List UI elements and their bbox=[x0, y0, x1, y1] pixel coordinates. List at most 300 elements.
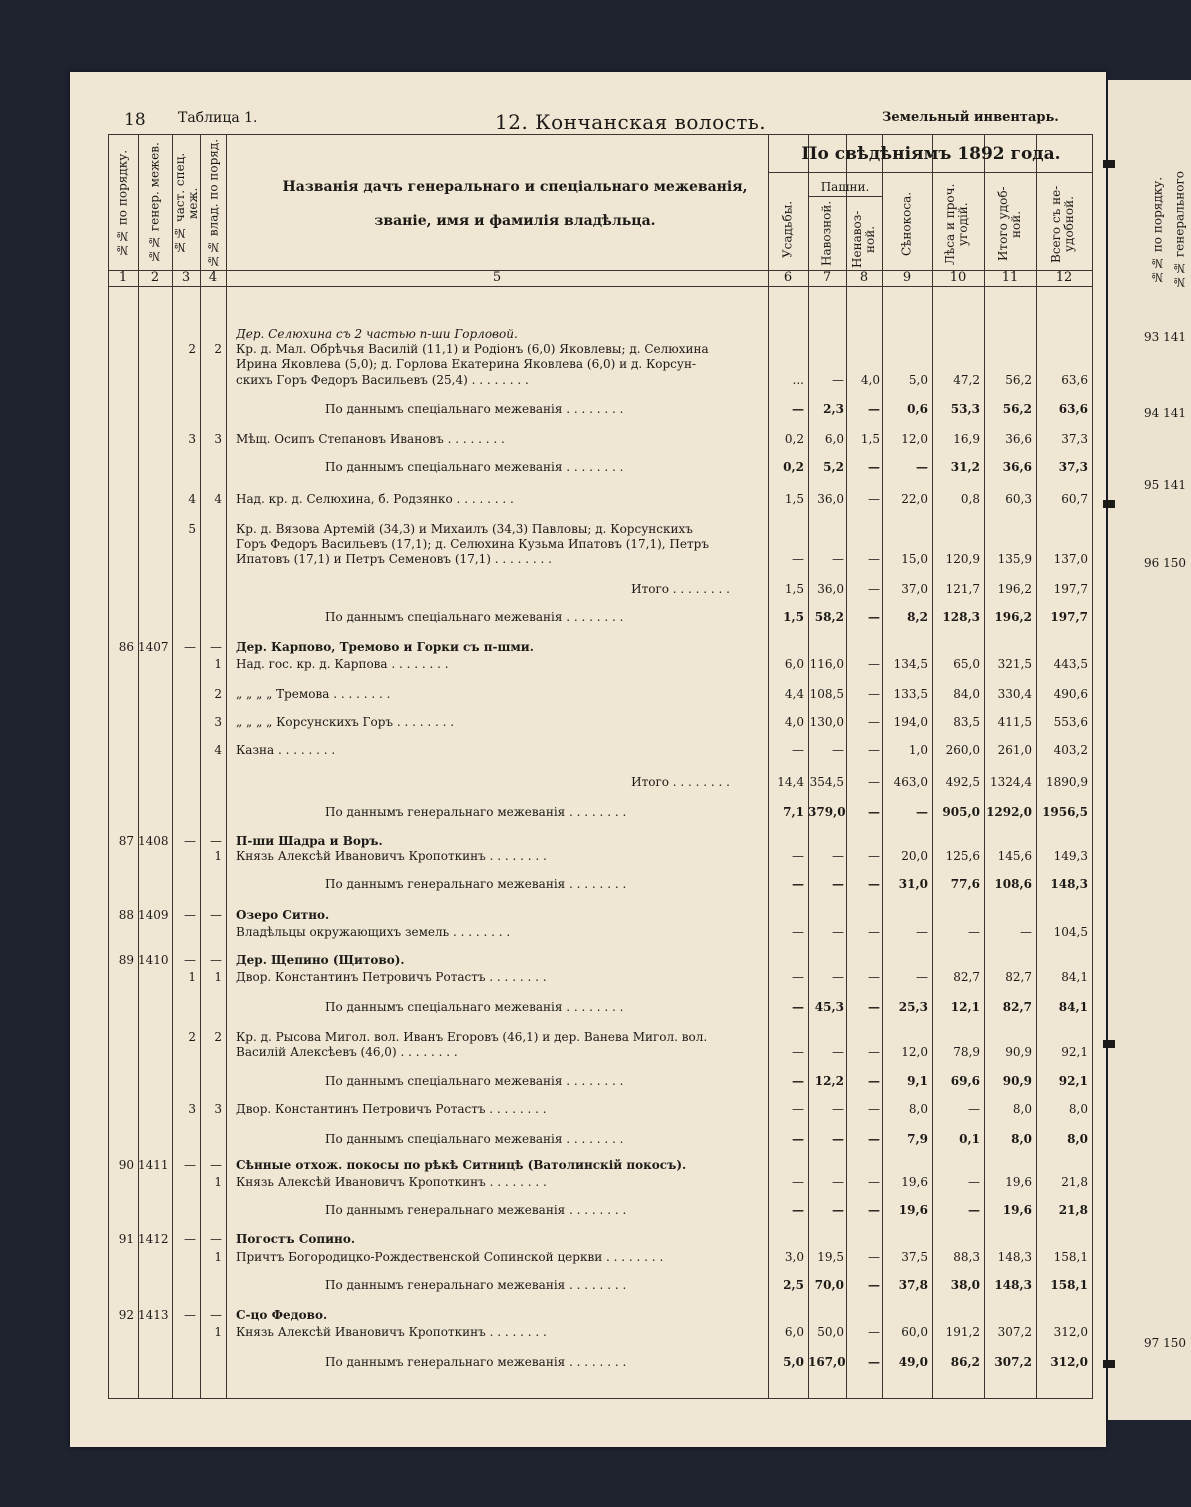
table-row bbox=[70, 1158, 1106, 1174]
row-value: 191,2 bbox=[945, 1325, 980, 1339]
column-number: 7 bbox=[822, 270, 832, 285]
row-value: 19,6 bbox=[1002, 1203, 1032, 1217]
row-value: 8,0 bbox=[1067, 1132, 1088, 1146]
row-label: Озеро Ситно. bbox=[236, 908, 330, 922]
row-value: 8,0 bbox=[1068, 1102, 1088, 1116]
table-row bbox=[70, 537, 1106, 553]
row-value: — bbox=[792, 970, 804, 984]
row-value: — bbox=[868, 610, 880, 624]
row-value: 56,2 bbox=[1005, 373, 1032, 387]
row-value: 411,5 bbox=[997, 715, 1032, 729]
row-value: 31,0 bbox=[898, 877, 928, 891]
row-value: — bbox=[868, 1278, 880, 1292]
row-value: — bbox=[868, 687, 880, 701]
row-owner-no: 4 bbox=[214, 743, 222, 757]
row-value: 148,3 bbox=[997, 1250, 1032, 1264]
row-owner-no: — bbox=[210, 640, 222, 654]
row-value: — bbox=[832, 1045, 844, 1059]
row-value: 37,8 bbox=[898, 1278, 928, 1292]
row-label: Дер. Щепино (Щитово). bbox=[236, 953, 405, 967]
row-spec-no: — bbox=[184, 1158, 196, 1172]
row-label: Дер. Селюхина съ 2 частью п-ши Горловой. bbox=[236, 327, 518, 341]
row-spec-no: 5 bbox=[188, 522, 196, 536]
column-number: 11 bbox=[1001, 270, 1019, 285]
row-label: Ирина Яковлева (5,0); д. Горлова Екатерина Яковлева (6,0) и д. Корсун- bbox=[236, 357, 697, 371]
binding-mark bbox=[1103, 500, 1115, 508]
row-value: — bbox=[832, 970, 844, 984]
row-value: 261,0 bbox=[997, 743, 1032, 757]
row-value: 2,5 bbox=[783, 1278, 804, 1292]
row-label: скихъ Горъ Федоръ Васильевъ (25,4) . . . . . . . . bbox=[236, 373, 529, 387]
row-value: — bbox=[792, 877, 804, 891]
row-value: 1956,5 bbox=[1042, 805, 1088, 819]
row-label: Над. кр. д. Селюхина, б. Родзянко . . . . . . . . bbox=[236, 492, 514, 506]
row-value: 15,0 bbox=[901, 552, 928, 566]
row-gen-no: 1412 bbox=[138, 1232, 169, 1246]
row-label: По даннымъ спеціальнаго межеванія . . . . . . . . bbox=[325, 402, 624, 416]
row-value: 130,0 bbox=[809, 715, 844, 729]
column-number: 9 bbox=[902, 270, 912, 285]
row-gen-no: 1411 bbox=[138, 1158, 169, 1172]
col-header-7: Навозной. bbox=[819, 200, 834, 266]
row-value: 307,2 bbox=[994, 1355, 1032, 1369]
row-value: 47,2 bbox=[953, 373, 980, 387]
row-value: 16,9 bbox=[953, 432, 980, 446]
row-value: — bbox=[968, 1175, 980, 1189]
row-label: Кр. д. Вязова Артемій (34,3) и Михаилъ (34,3) Павловы; д. Корсунскихъ bbox=[236, 522, 693, 536]
row-value: — bbox=[868, 715, 880, 729]
row-value: 6,0 bbox=[784, 657, 804, 671]
row-value: — bbox=[868, 657, 880, 671]
binding-mark bbox=[1103, 1040, 1115, 1048]
row-value: — bbox=[868, 402, 880, 416]
row-value: 1890,9 bbox=[1046, 775, 1088, 789]
row-owner-no: 1 bbox=[214, 970, 222, 984]
row-value: 56,2 bbox=[1002, 402, 1032, 416]
section-title: Земельный инвентарь. bbox=[882, 110, 1059, 125]
row-value: — bbox=[868, 1074, 880, 1088]
row-label: По даннымъ генеральнаго межеванія . . . . . . . . bbox=[325, 877, 627, 891]
row-value: 403,2 bbox=[1053, 743, 1088, 757]
row-spec-no: — bbox=[184, 908, 196, 922]
row-gen-no: 1408 bbox=[138, 834, 169, 848]
row-owner-no: 2 bbox=[214, 1030, 222, 1044]
col-header-names: Названія дачъ генеральнаго и спеціальнаго межеванія, званіе, имя и фамилія владѣльца. bbox=[282, 179, 748, 229]
row-value: ... bbox=[792, 373, 804, 387]
row-label: Дер. Карпово, Тремово и Горки съ п-шми. bbox=[236, 640, 534, 654]
row-value: 49,0 bbox=[898, 1355, 928, 1369]
row-label: Владѣльцы окружающихъ земель . . . . . . . . bbox=[236, 925, 511, 939]
row-value: 1,5 bbox=[784, 492, 804, 506]
row-value: 12,1 bbox=[950, 1000, 980, 1014]
table-row bbox=[70, 1232, 1106, 1248]
row-value: 463,0 bbox=[893, 775, 928, 789]
row-label: По даннымъ спеціальнаго межеванія . . . . . . . . bbox=[325, 1074, 624, 1088]
column-number: 3 bbox=[181, 270, 191, 285]
row-value: 197,7 bbox=[1050, 610, 1088, 624]
row-value: — bbox=[868, 849, 880, 863]
row-label: По даннымъ генеральнаго межеванія . . . . . . . . bbox=[325, 805, 627, 819]
table-row bbox=[70, 970, 1106, 986]
row-label: По даннымъ спеціальнаго межеванія . . . . . . . . bbox=[325, 1000, 624, 1014]
table-row bbox=[70, 640, 1106, 656]
row-value: — bbox=[868, 582, 880, 596]
edge-row: 97 150 bbox=[1144, 1336, 1186, 1350]
row-value: 158,1 bbox=[1053, 1250, 1088, 1264]
row-owner-no: 1 bbox=[214, 1250, 222, 1264]
row-value: 0,1 bbox=[959, 1132, 980, 1146]
edge-row: 96 150 bbox=[1144, 556, 1186, 570]
table-row bbox=[70, 743, 1106, 759]
row-label: Князь Алексѣй Ивановичъ Кропоткинъ . . . . . . . . bbox=[236, 1175, 547, 1189]
row-value: 60,3 bbox=[1005, 492, 1032, 506]
row-value: — bbox=[792, 925, 804, 939]
row-label: Двор. Константинъ Петровичъ Ротастъ . . . . . . . . bbox=[236, 970, 547, 984]
row-value: 19,6 bbox=[901, 1175, 928, 1189]
col-header-4: №№ влад. по поряд. bbox=[206, 138, 221, 268]
row-label: Василій Алексѣевъ (46,0) . . . . . . . . bbox=[236, 1045, 458, 1059]
row-value: 50,0 bbox=[817, 1325, 844, 1339]
row-spec-no: 2 bbox=[188, 1030, 196, 1044]
row-value: 312,0 bbox=[1053, 1325, 1088, 1339]
row-owner-no: — bbox=[210, 953, 222, 967]
row-value: 137,0 bbox=[1053, 552, 1088, 566]
row-value: 63,6 bbox=[1058, 402, 1088, 416]
row-value: — bbox=[868, 877, 880, 891]
row-value: 84,1 bbox=[1058, 1000, 1088, 1014]
row-value: 37,5 bbox=[901, 1250, 928, 1264]
row-value: — bbox=[832, 1175, 844, 1189]
grid-line bbox=[108, 286, 1092, 287]
row-label: Погостъ Сопино. bbox=[236, 1232, 356, 1246]
row-value: 197,7 bbox=[1053, 582, 1088, 596]
edge-row: 94 141 bbox=[1144, 406, 1186, 420]
row-value: 38,0 bbox=[950, 1278, 980, 1292]
row-label: Кр. д. Мал. Обрѣчья Василій (11,1) и Родіонъ (6,0) Яковлевы; д. Селюхина bbox=[236, 342, 709, 356]
row-value: — bbox=[792, 849, 804, 863]
row-value: 553,6 bbox=[1053, 715, 1088, 729]
row-owner-no: 3 bbox=[214, 715, 222, 729]
row-value: 86,2 bbox=[950, 1355, 980, 1369]
row-owner-no: — bbox=[210, 1232, 222, 1246]
table-row bbox=[70, 1278, 1106, 1294]
row-spec-no: — bbox=[184, 640, 196, 654]
row-owner-no: 1 bbox=[214, 1325, 222, 1339]
row-value: 379,0 bbox=[808, 805, 846, 819]
table-row bbox=[70, 1132, 1106, 1148]
row-value: — bbox=[868, 1000, 880, 1014]
row-gen-no: 1407 bbox=[138, 640, 169, 654]
row-label: По даннымъ генеральнаго межеванія . . . . . . . . bbox=[325, 1355, 627, 1369]
row-owner-no: — bbox=[210, 834, 222, 848]
edge-col-header-2: №№ генерального bbox=[1172, 170, 1187, 290]
row-value: 37,3 bbox=[1058, 460, 1088, 474]
col-header-9: Сѣнокоса. bbox=[899, 191, 914, 257]
row-value: 69,6 bbox=[950, 1074, 980, 1088]
row-value: 1,5 bbox=[784, 582, 804, 596]
table-row bbox=[70, 1308, 1106, 1324]
row-value: 128,3 bbox=[942, 610, 980, 624]
column-number: 12 bbox=[1055, 270, 1073, 285]
table-row bbox=[70, 522, 1106, 538]
table-row bbox=[70, 775, 1106, 791]
row-value: — bbox=[792, 1074, 804, 1088]
row-label: „ „ „ „ Корсунскихъ Горъ . . . . . . . . bbox=[236, 715, 455, 729]
row-value: 1,5 bbox=[783, 610, 804, 624]
row-value: 45,3 bbox=[814, 1000, 844, 1014]
row-gen-no: 1413 bbox=[138, 1308, 169, 1322]
column-number: 5 bbox=[492, 270, 502, 285]
row-value: 7,1 bbox=[783, 805, 804, 819]
row-value: — bbox=[868, 1045, 880, 1059]
row-value: 134,5 bbox=[893, 657, 928, 671]
row-value: 14,4 bbox=[777, 775, 804, 789]
row-label: Князь Алексѣй Ивановичъ Кропоткинъ . . . . . . . . bbox=[236, 849, 547, 863]
row-value: 321,5 bbox=[997, 657, 1032, 671]
row-label: Итого . . . . . . . . bbox=[631, 582, 730, 596]
row-label: Итого . . . . . . . . bbox=[631, 775, 730, 789]
table-row bbox=[70, 657, 1106, 673]
column-number: 2 bbox=[150, 270, 160, 285]
row-no: 91 bbox=[118, 1232, 134, 1246]
row-value: 120,9 bbox=[945, 552, 980, 566]
row-value: 167,0 bbox=[808, 1355, 846, 1369]
row-value: 133,5 bbox=[893, 687, 928, 701]
table-row bbox=[70, 715, 1106, 731]
row-value: — bbox=[916, 805, 928, 819]
row-value: 0,6 bbox=[907, 402, 928, 416]
row-value: 108,6 bbox=[994, 877, 1032, 891]
row-label: По даннымъ спеціальнаго межеванія . . . . . . . . bbox=[325, 1132, 624, 1146]
row-label: Над. гос. кр. д. Карпова . . . . . . . . bbox=[236, 657, 449, 671]
row-value: — bbox=[792, 1132, 804, 1146]
grid-line bbox=[768, 172, 1092, 173]
row-value: — bbox=[832, 373, 844, 387]
row-value: 82,7 bbox=[1002, 1000, 1032, 1014]
row-value: — bbox=[792, 1000, 804, 1014]
edge-row: 93 141 bbox=[1144, 330, 1186, 344]
column-number: 8 bbox=[859, 270, 869, 285]
row-label: Двор. Константинъ Петровичъ Ротастъ . . . . . . . . bbox=[236, 1102, 547, 1116]
row-value: 194,0 bbox=[893, 715, 928, 729]
row-value: 0,8 bbox=[960, 492, 980, 506]
row-value: — bbox=[1020, 925, 1032, 939]
row-value: — bbox=[792, 1102, 804, 1116]
row-spec-no: 3 bbox=[188, 432, 196, 446]
page-number: 18 bbox=[124, 110, 146, 130]
table-row bbox=[70, 1045, 1106, 1061]
row-value: 84,0 bbox=[953, 687, 980, 701]
table-row bbox=[70, 373, 1106, 389]
row-value: 77,6 bbox=[950, 877, 980, 891]
row-value: — bbox=[832, 552, 844, 566]
row-value: 19,5 bbox=[817, 1250, 844, 1264]
row-value: 4,0 bbox=[784, 715, 804, 729]
row-value: — bbox=[792, 402, 804, 416]
table-row bbox=[70, 492, 1106, 508]
row-value: — bbox=[868, 1325, 880, 1339]
table-row bbox=[70, 357, 1106, 373]
row-value: 0,2 bbox=[784, 432, 804, 446]
row-value: 196,2 bbox=[997, 582, 1032, 596]
row-value: 148,3 bbox=[1050, 877, 1088, 891]
row-value: 145,6 bbox=[997, 849, 1032, 863]
row-spec-no: 1 bbox=[188, 970, 196, 984]
row-value: 149,3 bbox=[1053, 849, 1088, 863]
row-owner-no: 4 bbox=[214, 492, 222, 506]
row-value: 6,0 bbox=[784, 1325, 804, 1339]
row-value: 1292,0 bbox=[986, 805, 1032, 819]
row-owner-no: 2 bbox=[214, 342, 222, 356]
row-value: 196,2 bbox=[994, 610, 1032, 624]
row-value: 92,1 bbox=[1061, 1045, 1088, 1059]
table-row bbox=[70, 908, 1106, 924]
col-header-3: №№ част. спец. меж. bbox=[173, 152, 200, 254]
col-header-2: №№ генер. межев. bbox=[147, 142, 162, 264]
grid-line bbox=[808, 196, 882, 197]
row-value: 21,8 bbox=[1061, 1175, 1088, 1189]
table-row bbox=[70, 1355, 1106, 1371]
row-value: 60,7 bbox=[1061, 492, 1088, 506]
binding-mark bbox=[1103, 1360, 1115, 1368]
row-no: 88 bbox=[118, 908, 134, 922]
row-value: — bbox=[868, 1132, 880, 1146]
table-row bbox=[70, 1000, 1106, 1016]
row-owner-no: 3 bbox=[214, 432, 222, 446]
column-number: 4 bbox=[208, 270, 218, 285]
row-value: 84,1 bbox=[1061, 970, 1088, 984]
row-value: — bbox=[792, 1203, 804, 1217]
row-value: — bbox=[868, 805, 880, 819]
table-row bbox=[70, 805, 1106, 821]
row-value: — bbox=[868, 1203, 880, 1217]
row-value: 3,0 bbox=[784, 1250, 804, 1264]
table-row bbox=[70, 460, 1106, 476]
row-value: — bbox=[832, 1102, 844, 1116]
row-value: 307,2 bbox=[997, 1325, 1032, 1339]
row-no: 90 bbox=[118, 1158, 134, 1172]
row-value: — bbox=[832, 743, 844, 757]
row-value: 90,9 bbox=[1002, 1074, 1032, 1088]
row-value: 135,9 bbox=[997, 552, 1032, 566]
edge-col-header-1: №№ по порядку. bbox=[1150, 176, 1165, 284]
table-row bbox=[70, 1030, 1106, 1046]
row-spec-no: 4 bbox=[188, 492, 196, 506]
row-label: П-ши Шадра и Воръ. bbox=[236, 834, 383, 848]
row-spec-no: 2 bbox=[188, 342, 196, 356]
row-value: 312,0 bbox=[1050, 1355, 1088, 1369]
row-owner-no: 1 bbox=[214, 1175, 222, 1189]
row-value: 31,2 bbox=[950, 460, 980, 474]
row-value: 443,5 bbox=[1053, 657, 1088, 671]
row-value: 260,0 bbox=[945, 743, 980, 757]
row-value: 36,6 bbox=[1005, 432, 1032, 446]
col-header-12: Всего съ не-удобной. bbox=[1049, 185, 1076, 263]
table-label: Таблица 1. bbox=[178, 110, 258, 126]
row-label: По даннымъ спеціальнаго межеванія . . . . . . . . bbox=[325, 460, 624, 474]
row-value: 65,0 bbox=[953, 657, 980, 671]
row-value: — bbox=[792, 1175, 804, 1189]
row-value: 82,7 bbox=[1005, 970, 1032, 984]
row-value: — bbox=[792, 552, 804, 566]
row-value: 7,9 bbox=[907, 1132, 928, 1146]
row-value: 37,3 bbox=[1061, 432, 1088, 446]
table-row bbox=[70, 687, 1106, 703]
row-value: 9,1 bbox=[907, 1074, 928, 1088]
row-value: 20,0 bbox=[901, 849, 928, 863]
row-no: 87 bbox=[118, 834, 134, 848]
row-value: 1,0 bbox=[908, 743, 928, 757]
row-value: — bbox=[916, 460, 928, 474]
row-value: — bbox=[968, 1203, 980, 1217]
row-value: 330,4 bbox=[997, 687, 1032, 701]
row-value: — bbox=[968, 1102, 980, 1116]
row-value: — bbox=[832, 849, 844, 863]
row-no: 92 bbox=[118, 1308, 134, 1322]
row-label: Сѣнные отхож. покосы по рѣкѣ Ситницѣ (Ватолинскій покосъ). bbox=[236, 1158, 687, 1172]
row-value: 4,4 bbox=[784, 687, 804, 701]
row-value: 37,0 bbox=[901, 582, 928, 596]
row-label: По даннымъ генеральнаго межеванія . . . . . . . . bbox=[325, 1203, 627, 1217]
row-no: 89 bbox=[118, 953, 134, 967]
table-row bbox=[70, 432, 1106, 448]
col-header-pashni: Пашни. bbox=[820, 180, 870, 194]
row-value: — bbox=[868, 775, 880, 789]
row-value: 25,3 bbox=[898, 1000, 928, 1014]
row-value: 116,0 bbox=[809, 657, 844, 671]
table-row bbox=[70, 925, 1106, 941]
binding-mark bbox=[1103, 160, 1115, 168]
row-owner-no: — bbox=[210, 908, 222, 922]
row-label: Ипатовъ (17,1) и Петръ Семеновъ (17,1) . . . . . . . . bbox=[236, 552, 552, 566]
row-value: 8,2 bbox=[907, 610, 928, 624]
row-spec-no: 3 bbox=[188, 1102, 196, 1116]
row-value: — bbox=[868, 552, 880, 566]
row-value: 5,0 bbox=[783, 1355, 804, 1369]
row-value: 12,0 bbox=[901, 432, 928, 446]
column-number: 10 bbox=[949, 270, 967, 285]
row-value: 12,2 bbox=[814, 1074, 844, 1088]
row-label: Князь Алексѣй Ивановичъ Кропоткинъ . . . . . . . . bbox=[236, 1325, 547, 1339]
row-label: Горъ Федоръ Васильевъ (17,1); д. Селюхина Кузьма Ипатовъ (17,1), Петръ bbox=[236, 537, 709, 551]
row-value: 36,0 bbox=[817, 582, 844, 596]
row-value: 1,5 bbox=[860, 432, 880, 446]
table-row bbox=[70, 552, 1106, 568]
row-value: 22,0 bbox=[901, 492, 928, 506]
row-label: Казна . . . . . . . . bbox=[236, 743, 336, 757]
grid-line bbox=[108, 1398, 1092, 1399]
row-owner-no: — bbox=[210, 1158, 222, 1172]
row-value: — bbox=[868, 970, 880, 984]
row-value: 8,0 bbox=[1012, 1102, 1032, 1116]
row-value: — bbox=[832, 925, 844, 939]
row-owner-no: 2 bbox=[214, 687, 222, 701]
table-row bbox=[70, 582, 1106, 598]
row-value: — bbox=[832, 1132, 844, 1146]
col-header-10: Лѣса и проч. угодій. bbox=[943, 183, 970, 265]
row-owner-no: 1 bbox=[214, 657, 222, 671]
row-value: 121,7 bbox=[945, 582, 980, 596]
row-no: 86 bbox=[118, 640, 134, 654]
row-value: 36,6 bbox=[1002, 460, 1032, 474]
row-value: 58,2 bbox=[814, 610, 844, 624]
row-gen-no: 1409 bbox=[138, 908, 169, 922]
row-value: 83,5 bbox=[953, 715, 980, 729]
edge-row: 95 141 bbox=[1144, 478, 1186, 492]
column-number: 6 bbox=[783, 270, 793, 285]
column-number: 1 bbox=[118, 270, 128, 285]
row-value: — bbox=[868, 460, 880, 474]
